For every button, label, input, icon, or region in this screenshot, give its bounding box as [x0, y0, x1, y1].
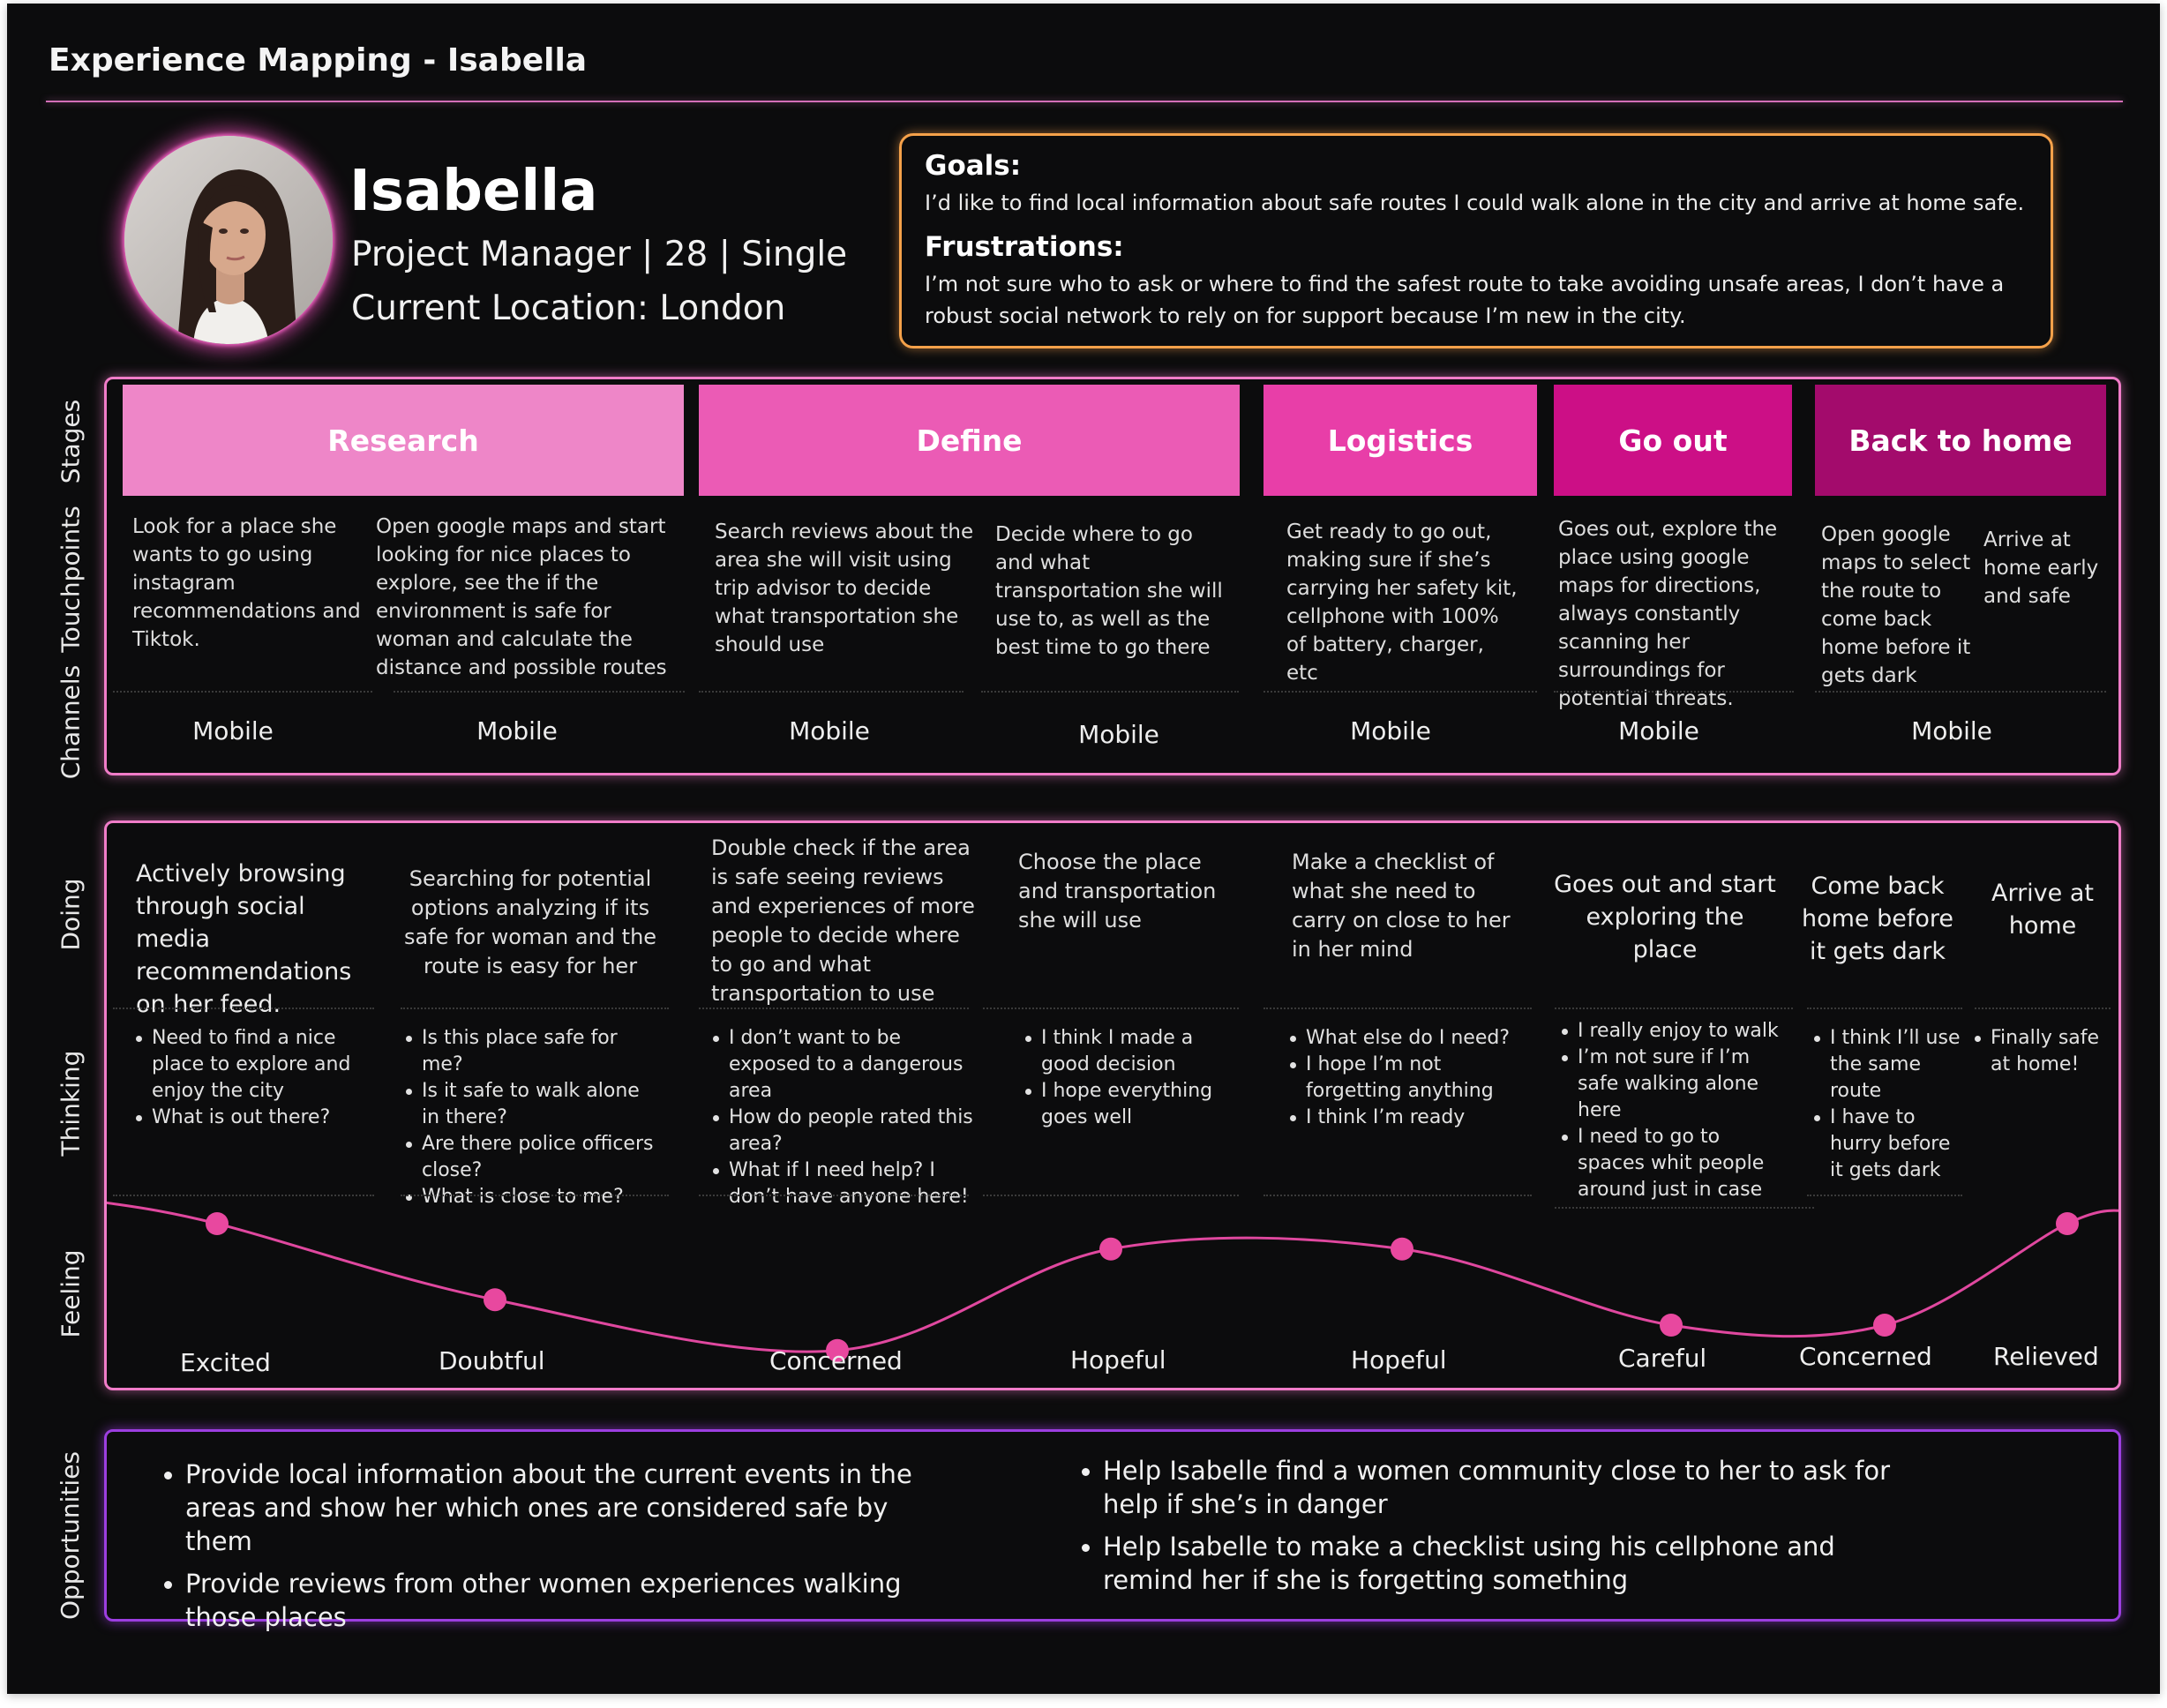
- separator: [1815, 691, 2106, 693]
- channel-3: Mobile: [789, 716, 870, 745]
- doing-6: Goes out and start exploring the place: [1554, 871, 1776, 963]
- thinking-5: [1286, 1025, 1519, 1131]
- touchpoint-5: Get ready to go out, making sure if she’s carrying her safety kit, cellphone with 100% of battery, charger, etc: [1286, 521, 1518, 685]
- opportunity-item: Provide local information about the current events in the areas and show her which ones are considered safe by them: [159, 1457, 918, 1558]
- thinking-4: [1022, 1025, 1248, 1131]
- row-label-doing: Doing: [56, 878, 86, 950]
- feeling-label-6: Careful: [1618, 1344, 1707, 1373]
- doing-4: Choose the place and transportation she will use: [1018, 850, 1217, 933]
- thought: I need to go to spaces whit people around just in case: [1558, 1124, 1791, 1203]
- title-divider: [46, 101, 2123, 102]
- frustrations-text: I’m not sure who to ask or where to find the safest route to take avoiding unsafe areas, I don’t have a robust social network to rely on for support because I’m new in the city.: [925, 272, 2005, 328]
- thought: I really enjoy to walk: [1558, 1018, 1791, 1045]
- stage-back-to-home: Back to home: [1815, 385, 2106, 496]
- thinking-2: [402, 1025, 658, 1210]
- thought: Are there police officers close?: [402, 1131, 658, 1184]
- persona-details: Project Manager | 28 | Single: [351, 235, 848, 274]
- touchpoint-6: Goes out, explore the place using google maps for directions, always constantly scanning her surroundings for potential threats.: [1558, 518, 1778, 710]
- doing-3: Double check if the area is safe seeing reviews and experiences of more people to decide where to go and what transportation to use: [711, 835, 975, 1006]
- doing-5: Make a checklist of what she need to carry on close to her in her mind: [1292, 850, 1511, 962]
- row-label-touchpoints: Touchpoints: [56, 505, 86, 653]
- separator: [113, 691, 372, 693]
- thought: I have to hurry before it gets dark: [1811, 1105, 1964, 1184]
- thought: What if I need help? I don’t have anyone here!: [709, 1157, 974, 1210]
- touchpoint-2: Open google maps and start looking for nice places to explore, see the if the environment is safe for woman and calculate the distance and possible routes: [376, 515, 667, 679]
- goals-text: I’d like to find local information about safe routes I could walk alone in the city and arrive at home safe.: [925, 191, 2025, 215]
- touchpoint-8: Arrive at home early and safe: [1983, 528, 2099, 608]
- channel-4: Mobile: [1078, 720, 1159, 749]
- feeling-point-8: [2056, 1212, 2079, 1235]
- thinking-7: [1811, 1025, 1964, 1184]
- thought: How do people rated this area?: [709, 1105, 974, 1157]
- thought: I hope everything goes well: [1022, 1078, 1248, 1131]
- separator: [394, 691, 685, 693]
- frustrations-heading: Frustrations:: [925, 231, 1124, 263]
- thought: I don’t want to be exposed to a dangerous area: [709, 1025, 974, 1105]
- separator: [1555, 1008, 1793, 1009]
- feeling-point-7: [1873, 1314, 1896, 1337]
- persona-avatar: [124, 136, 333, 344]
- feeling-point-4: [1099, 1238, 1122, 1261]
- page-title: Experience Mapping - Isabella: [49, 42, 588, 79]
- row-label-channels: Channels: [56, 664, 86, 779]
- separator: [1554, 691, 1794, 693]
- stage-logistics: Logistics: [1263, 385, 1537, 496]
- opportunities-right: [1076, 1454, 1906, 1606]
- feeling-label-1: Excited: [180, 1348, 271, 1377]
- feeling-point-5: [1391, 1238, 1413, 1261]
- thought: What is close to me?: [402, 1184, 658, 1210]
- stage-research: Research: [123, 385, 684, 496]
- feeling-label-7: Concerned: [1799, 1342, 1932, 1371]
- opportunity-item: Help Isabelle to make a checklist using his cellphone and remind her if she is forgetting something: [1076, 1530, 1906, 1597]
- separator: [983, 1008, 1239, 1009]
- separator: [699, 1008, 969, 1009]
- doing-1: Actively browsing through social media recommendations on her feed.: [136, 860, 352, 1018]
- thought: I hope I’m not forgetting anything: [1286, 1052, 1519, 1105]
- separator: [981, 691, 1239, 693]
- separator: [401, 1008, 669, 1009]
- separator: [1263, 1008, 1532, 1009]
- thought: I’m not sure if I’m safe walking alone here: [1558, 1045, 1791, 1124]
- separator: [113, 1008, 374, 1009]
- doing-2: Searching for potential options analyzing if its safe for woman and the route is easy for her: [403, 866, 657, 978]
- separator: [1807, 1008, 1962, 1009]
- row-label-thinking: Thinking: [56, 1050, 86, 1156]
- persona-name: Isabella: [349, 159, 598, 224]
- feeling-label-8: Relieved: [1993, 1342, 2099, 1371]
- thought: Is this place safe for me?: [402, 1025, 658, 1078]
- thought: I think I’ll use the same route: [1811, 1025, 1964, 1105]
- thought: I think I’m ready: [1286, 1105, 1519, 1131]
- row-label-stages: Stages: [56, 399, 86, 483]
- goals-heading: Goals:: [925, 150, 1022, 182]
- touchpoint-7: Open google maps to select the route to come back home before it gets dark: [1821, 523, 1971, 687]
- feeling-label-4: Hopeful: [1070, 1345, 1166, 1375]
- feeling-label-2: Doubtful: [439, 1346, 545, 1375]
- stage-go-out: Go out: [1554, 385, 1792, 496]
- separator: [699, 691, 964, 693]
- row-label-opportunities: Opportunities: [56, 1450, 86, 1620]
- doing-8: Arrive at home: [1991, 880, 2094, 940]
- channel-1: Mobile: [192, 716, 274, 745]
- thinking-3: [709, 1025, 974, 1210]
- feeling-point-2: [484, 1288, 506, 1311]
- thought: Is it safe to walk alone in there?: [402, 1078, 658, 1131]
- channel-2: Mobile: [476, 716, 558, 745]
- channel-6: Mobile: [1618, 716, 1699, 745]
- separator: [1263, 691, 1537, 693]
- channel-5: Mobile: [1350, 716, 1431, 745]
- thought: I think I made a good decision: [1022, 1025, 1248, 1078]
- feeling-point-1: [206, 1212, 229, 1235]
- feeling-line: [107, 1202, 2118, 1352]
- feeling-label-3: Concerned: [769, 1346, 903, 1375]
- opportunity-item: Help Isabelle find a women community close to her to ask for help if she’s in danger: [1076, 1454, 1906, 1521]
- thinking-8: [1971, 1025, 2112, 1078]
- separator: [1975, 1008, 2111, 1009]
- touchpoint-3: Search reviews about the area she will visit using trip advisor to decide what transportation she should use: [715, 521, 974, 656]
- thought: Need to find a nice place to explore and enjoy the city: [132, 1025, 383, 1105]
- thought: What else do I need?: [1286, 1025, 1519, 1052]
- touchpoint-4: Decide where to go and what transportation she will use to, as well as the best time to go there: [995, 523, 1223, 659]
- stage-define: Define: [699, 385, 1240, 496]
- channel-7: Mobile: [1911, 716, 1992, 745]
- persona-location: Current Location: London: [351, 288, 786, 328]
- thinking-6: [1558, 1018, 1791, 1203]
- doing-7: Come back home before it gets dark: [1801, 873, 1954, 965]
- thought: Finally safe at home!: [1971, 1025, 2112, 1078]
- opportunity-item: Provide reviews from other women experiences walking those places: [159, 1567, 918, 1634]
- goals-frustrations-card: [899, 133, 2053, 348]
- journey-map-board: [7, 4, 2160, 1694]
- feeling-point-6: [1660, 1314, 1683, 1337]
- opportunities-left: [159, 1457, 918, 1643]
- feeling-label-5: Hopeful: [1351, 1345, 1447, 1375]
- thinking-1: [132, 1025, 383, 1131]
- touchpoint-1: Look for a place she wants to go using instagram recommendations and Tiktok.: [132, 515, 361, 651]
- thought: What is out there?: [132, 1105, 383, 1131]
- row-label-feeling: Feeling: [56, 1248, 86, 1338]
